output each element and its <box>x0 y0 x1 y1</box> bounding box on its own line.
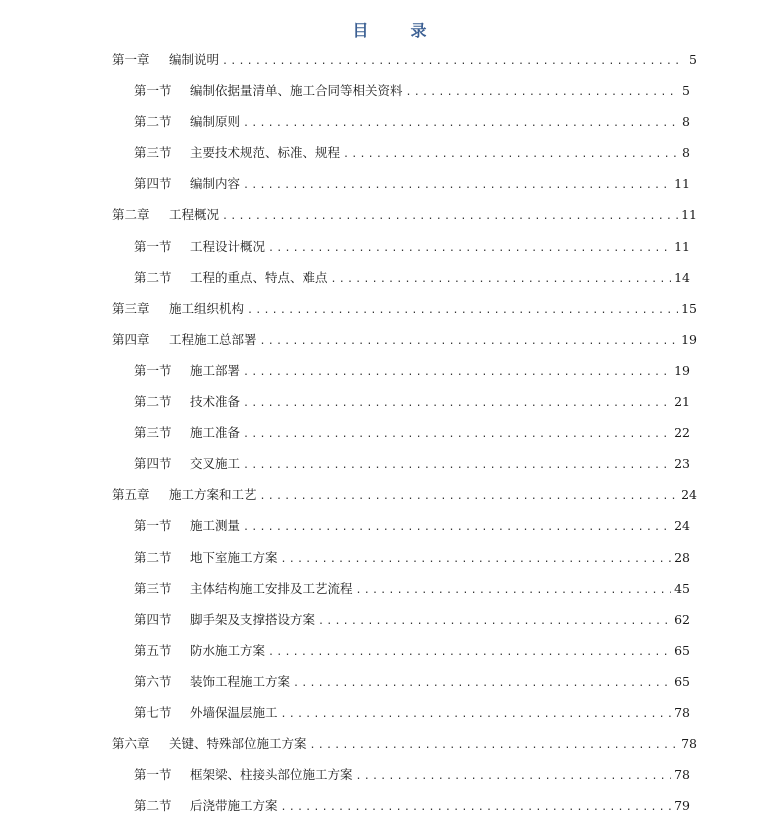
section-number: 第二节 <box>134 798 172 814</box>
chapter-title: 工程施工总部署 <box>169 331 257 347</box>
section-title: 编制原则 <box>190 114 241 130</box>
dot-leader <box>243 512 671 543</box>
section-title: 工程的重点、特点、难点 <box>190 269 328 285</box>
section-number: 第三节 <box>134 145 172 161</box>
dot-leader <box>331 264 672 295</box>
chapter-title: 编制说明 <box>169 52 220 67</box>
toc-entry-chapter[interactable] <box>0 728 779 759</box>
chapter-title: 施工组织机构 <box>169 300 245 316</box>
toc-entry-chapter[interactable] <box>0 293 779 324</box>
toc-entry-section[interactable] <box>0 448 779 479</box>
toc-entry-section[interactable] <box>0 386 779 417</box>
section-number: 第二节 <box>134 114 172 130</box>
section-number: 第一节 <box>134 518 172 534</box>
page-number: 19 <box>674 362 690 378</box>
section-title: 框架梁、柱接头部位施工方案 <box>190 767 353 783</box>
dot-leader <box>318 606 671 637</box>
section-number: 第四节 <box>134 176 172 192</box>
section-title: 后浇带施工方案 <box>190 798 278 814</box>
section-title: 主体结构施工安排及工艺流程 <box>190 580 353 596</box>
section-title: 编制内容 <box>190 176 241 192</box>
page-number: 65 <box>674 642 690 658</box>
toc-entry-chapter[interactable] <box>0 44 779 75</box>
toc-entry-section[interactable] <box>0 262 779 293</box>
toc-entry-section[interactable] <box>0 635 779 666</box>
page-number: 5 <box>682 83 690 99</box>
dot-leader <box>222 201 678 232</box>
dot-leader <box>247 295 678 326</box>
section-title: 主要技术规范、标准、规程 <box>190 145 341 161</box>
page-number: 23 <box>674 456 690 472</box>
toc-entry-section[interactable] <box>0 510 779 541</box>
section-title: 装饰工程施工方案 <box>190 673 291 689</box>
page-number: 22 <box>674 425 690 441</box>
dot-leader <box>293 668 671 699</box>
toc-title: 目录 <box>352 21 469 40</box>
toc-entry-section[interactable] <box>0 759 779 790</box>
section-number: 第七节 <box>134 704 172 720</box>
page-number: 78 <box>674 767 690 783</box>
dot-leader <box>406 77 677 108</box>
section-number: 第三节 <box>134 580 172 596</box>
section-title: 工程设计概况 <box>190 238 266 254</box>
section-title: 脚手架及支撑搭设方案 <box>190 611 316 627</box>
page-number: 65 <box>674 673 690 689</box>
chapter-number: 第三章 <box>112 300 150 316</box>
section-number: 第五节 <box>134 642 172 658</box>
dot-leader <box>243 357 671 388</box>
section-title: 编制依据量清单、施工合同等相关资料 <box>190 83 403 99</box>
section-number: 第四节 <box>134 611 172 627</box>
toc-entry-section[interactable] <box>0 355 779 386</box>
dot-leader <box>281 792 672 823</box>
section-number: 第二节 <box>134 394 172 410</box>
dot-leader <box>243 170 671 201</box>
section-title: 施工准备 <box>190 425 241 441</box>
page-number: 24 <box>681 487 697 503</box>
section-number: 第一节 <box>134 767 172 783</box>
page-number: 14 <box>674 269 690 285</box>
chapter-number: 第六章 <box>112 736 150 752</box>
chapter-title: 工程概况 <box>169 207 220 223</box>
toc-entry-section[interactable] <box>0 417 779 448</box>
section-number: 第六节 <box>134 673 172 689</box>
page-number: 24 <box>674 518 690 534</box>
page-number: 28 <box>674 549 690 565</box>
section-number: 第二节 <box>134 269 172 285</box>
dot-leader <box>222 46 684 77</box>
section-number: 第一节 <box>134 362 172 378</box>
toc-entry-section[interactable] <box>0 137 779 168</box>
toc-entry-section[interactable] <box>0 697 779 728</box>
page-number: 8 <box>682 114 690 130</box>
dot-leader <box>356 575 672 606</box>
page-number: 78 <box>681 736 697 752</box>
toc-entry-chapter[interactable] <box>0 479 779 510</box>
page-number: 45 <box>674 580 690 596</box>
page-number: 15 <box>681 300 697 316</box>
dot-leader <box>260 326 679 357</box>
toc-entry-section[interactable] <box>0 573 779 604</box>
toc-entry-chapter[interactable] <box>0 324 779 355</box>
page-number: 5 <box>689 52 697 67</box>
toc-entry-section[interactable] <box>0 106 779 137</box>
chapter-title: 关键、特殊部位施工方案 <box>169 736 307 752</box>
dot-leader <box>243 450 671 481</box>
page-number: 21 <box>674 394 690 410</box>
chapter-number: 第二章 <box>112 207 150 223</box>
page-number: 11 <box>681 207 697 223</box>
section-title: 防水施工方案 <box>190 642 266 658</box>
page-number: 78 <box>674 704 690 720</box>
dot-leader <box>310 730 679 761</box>
toc-entry-section[interactable] <box>0 604 779 635</box>
toc-entry-section[interactable] <box>0 790 779 821</box>
page-number: 79 <box>674 798 690 814</box>
dot-leader <box>243 419 671 450</box>
dot-leader <box>243 388 671 419</box>
section-title: 地下室施工方案 <box>190 549 278 565</box>
section-number: 第三节 <box>134 425 172 441</box>
page-number: 19 <box>681 331 697 347</box>
toc-entry-section[interactable] <box>0 666 779 697</box>
toc-entry-section[interactable] <box>0 75 779 106</box>
dot-leader <box>343 139 677 170</box>
toc-entry-section[interactable] <box>0 168 779 199</box>
section-number: 第二节 <box>134 549 172 565</box>
chapter-title: 施工方案和工艺 <box>169 487 257 503</box>
section-number: 第一节 <box>134 83 172 99</box>
dot-leader <box>281 544 672 575</box>
chapter-number: 第四章 <box>112 331 150 347</box>
section-number: 第一节 <box>134 238 172 254</box>
toc-entry-chapter[interactable] <box>0 199 779 230</box>
section-title: 技术准备 <box>190 394 241 410</box>
chapter-number: 第一章 <box>112 52 150 67</box>
page-number: 62 <box>674 611 690 627</box>
page-number: 11 <box>674 176 690 192</box>
dot-leader <box>268 637 671 668</box>
dot-leader <box>268 233 671 264</box>
toc-entry-section[interactable] <box>0 231 779 262</box>
dot-leader <box>260 481 679 512</box>
section-title: 外墙保温层施工 <box>190 704 278 720</box>
section-number: 第四节 <box>134 456 172 472</box>
toc-list <box>0 44 779 821</box>
section-title: 施工测量 <box>190 518 241 534</box>
section-title: 交叉施工 <box>190 456 241 472</box>
dot-leader <box>356 761 672 792</box>
toc-entry-section[interactable] <box>0 542 779 573</box>
page-number: 11 <box>674 238 690 254</box>
page-number: 8 <box>682 145 690 161</box>
chapter-number: 第五章 <box>112 487 150 503</box>
dot-leader <box>281 699 672 730</box>
section-title: 施工部署 <box>190 362 241 378</box>
dot-leader <box>243 108 677 139</box>
